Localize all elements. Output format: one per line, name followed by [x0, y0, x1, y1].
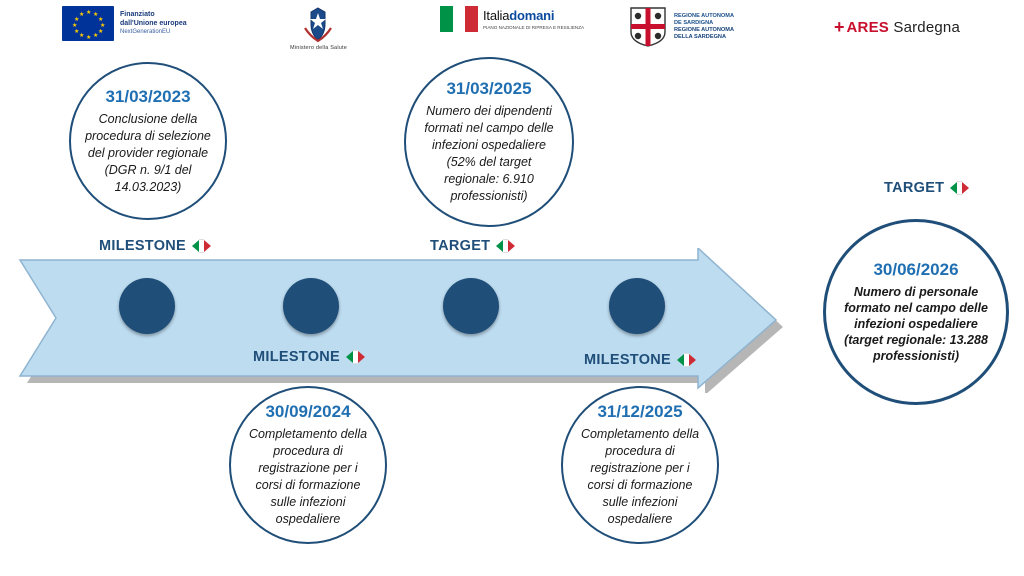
milestone-date: 31/03/2023 — [105, 86, 191, 106]
tag-target-1-label: TARGET — [430, 238, 491, 254]
tag-milestone-1-label: MILESTONE — [99, 238, 187, 254]
target-bubble-2026-06-30[interactable] — [823, 219, 1009, 405]
milestone-date: 30/09/2024 — [265, 402, 351, 421]
target-date: 30/06/2026 — [873, 260, 959, 279]
ares-sardegna-logo — [834, 18, 960, 36]
eu-logo-text — [120, 10, 187, 37]
italy-flag-icon — [440, 6, 478, 32]
tag-milestone-3 — [584, 352, 696, 368]
eu-flag-icon: ★ ★ ★ ★ ★ ★ ★ ★ ★ ★ ★ ★ — [62, 6, 114, 41]
italiadomani-subtitle: PIANO NAZIONALE DI RIPRESA E RESILIENZA — [483, 24, 585, 30]
italiadomani-name: Italiadomani — [483, 7, 555, 23]
regione-sardegna-text — [674, 13, 734, 41]
tag-target-2-label: TARGET — [884, 180, 945, 196]
milestone-date: 31/12/2025 — [597, 402, 683, 421]
regione-line3: REGIONE AUTONOMA — [674, 27, 734, 33]
logo-bar — [0, 0, 1024, 62]
milestone-bubble-2025-12-31[interactable] — [561, 386, 719, 544]
eu-logo-line1: Finanziato — [120, 11, 155, 18]
target-bubble-2025-03-31[interactable] — [404, 57, 574, 227]
ministero-salute-logo — [290, 6, 347, 51]
target-date: 31/03/2025 — [446, 79, 532, 98]
ares-cross-icon: + — [834, 17, 845, 37]
italy-flag-mini-icon — [346, 350, 365, 364]
eu-logo-line3: NextGenerationEU — [120, 29, 171, 35]
italy-flag-mini-icon — [677, 353, 696, 367]
regione-line2: DE SARDIGNA — [674, 20, 714, 26]
regione-sardegna-logo — [628, 6, 734, 48]
eu-funding-logo — [62, 6, 187, 41]
eu-logo-line2: dall'Unione europea — [120, 20, 187, 27]
timeline-node-4 — [609, 278, 665, 334]
regione-line4: DELLA SARDEGNA — [674, 34, 727, 40]
ministero-salute-caption: Ministero della Salute — [290, 45, 347, 51]
sardegna-shield-icon — [628, 6, 668, 48]
milestone-bubble-2023-03-31[interactable] — [69, 62, 227, 220]
tag-target-1 — [430, 238, 515, 254]
timeline-node-1 — [119, 278, 175, 334]
target-description: Numero dei dipendenti formati nel campo delle infezioni ospedaliere (52% del target regionale: 6.910 professionisti) — [424, 104, 554, 203]
milestone-description: Completamento della procedura di registrazione per i corsi di formazione sulle infezioni ospedaliere — [248, 427, 368, 526]
tag-milestone-3-label: MILESTONE — [584, 352, 672, 368]
italy-flag-mini-icon — [192, 239, 211, 253]
target-description: Numero di personale formato nel campo delle infezioni ospedaliere (target regionale: 13.288 professionisti) — [844, 285, 988, 363]
regione-line1: REGIONE AUTONOMA — [674, 13, 734, 19]
tag-milestone-2-label: MILESTONE — [253, 349, 341, 365]
tag-milestone-2 — [253, 349, 365, 365]
italiadomani-logo — [440, 6, 584, 32]
milestone-description: Conclusione della procedura di selezione del provider regionale (DGR n. 9/1 del 14.03.2023) — [85, 111, 211, 194]
timeline-node-3 — [443, 278, 499, 334]
ares-name: ARES Sardegna — [846, 18, 961, 36]
italian-republic-emblem-icon — [301, 6, 335, 44]
milestone-description: Completamento della procedura di registrazione per i corsi di formazione sulle infezioni ospedaliere — [580, 427, 700, 526]
italy-flag-mini-icon — [496, 239, 515, 253]
tag-milestone-1 — [99, 238, 211, 254]
italy-flag-mini-icon — [950, 181, 969, 195]
timeline-node-2 — [283, 278, 339, 334]
tag-target-2 — [884, 180, 969, 196]
milestone-bubble-2024-09-30[interactable] — [229, 386, 387, 544]
